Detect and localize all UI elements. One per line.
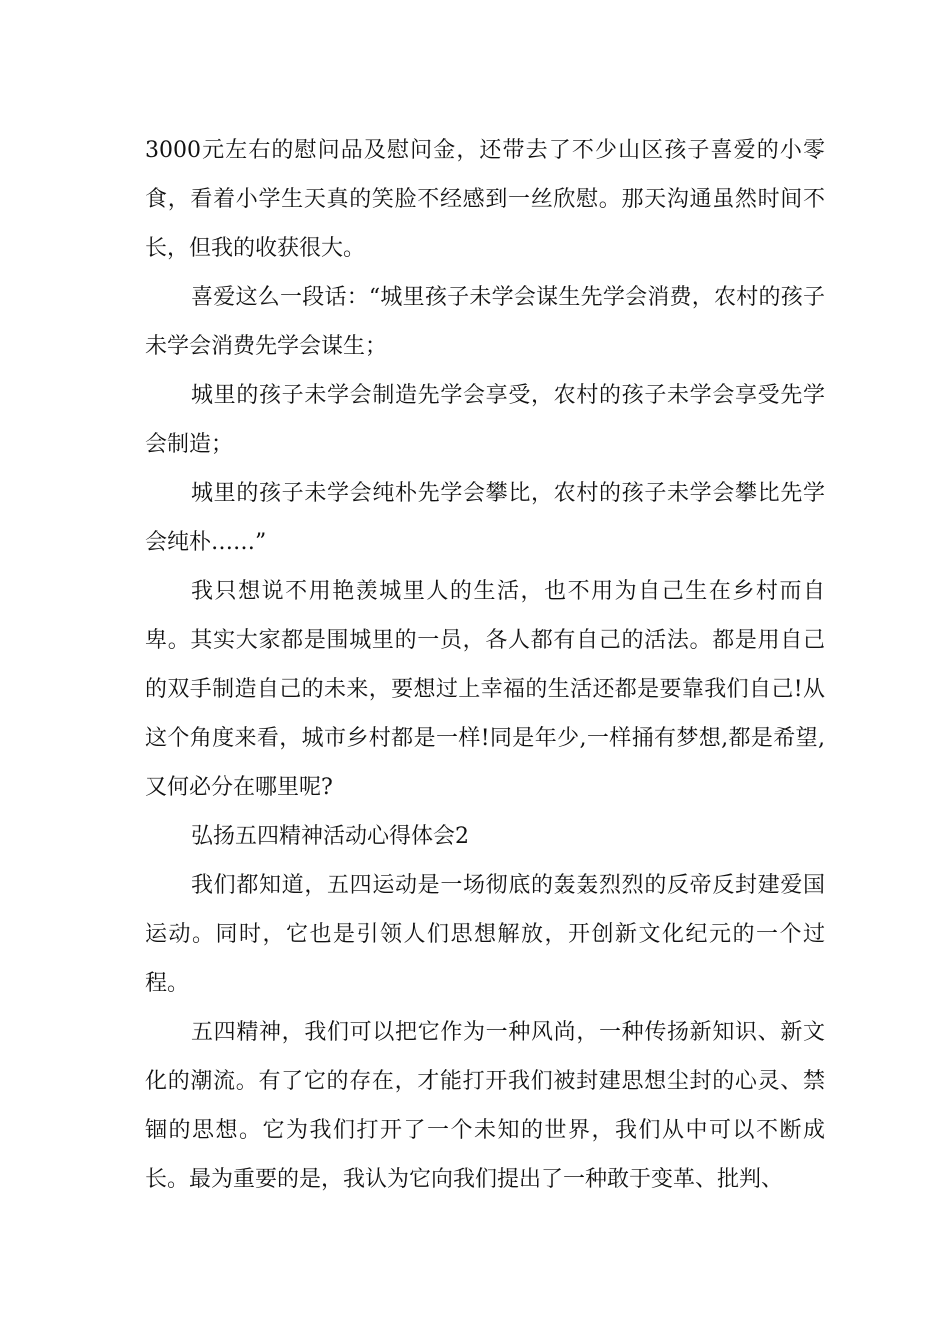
paragraph-may-fourth-spirit: 五四精神，我们可以把它作为一种风尚，一种传扬新知识、新文化的潮流。有了它的存在，才能打开我们被封建思想尘封的心灵、禁锢的思想。它为我们打开了一个未知的世界，我们从中可以不断成长。最为重要的是，我认为它向我们提出了一种敢于变革、批判、 [145, 1020, 825, 1192]
paragraph-quote-line-2: 城里的孩子未学会制造先学会享受，农村的孩子未学会享受先学会制造； [145, 383, 825, 457]
paragraph-reflection: 我只想说不用艳羡城里人的生活，也不用为自己生在乡村而自卑。其实大家都是围城里的一员，各人都有自己的活法。都是用自己的双手制造自己的未来，要想过上幸福的生活还都是要靠我们自己!从这个角度来看，城市乡村都是一样!同是年少,一样捅有梦想,都是希望,又何必分在哪里呢? [145, 579, 825, 800]
paragraph-continuation: 3000元左右的慰问品及慰问金，还带去了不少山区孩子喜爱的小零食，看着小学生天真的笑脸不经感到一丝欣慰。那天沟通虽然时间不长，但我的收获很大。 [145, 138, 825, 261]
paragraph-quote-intro: 喜爱这么一段话：“城里孩子未学会谋生先学会消费，农村的孩子未学会消费先学会谋生； [145, 285, 825, 359]
section-heading: 弘扬五四精神活动心得体会2 [191, 824, 469, 849]
paragraph-quote-line-3: 城里的孩子未学会纯朴先学会攀比，农村的孩子未学会攀比先学会纯朴……” [145, 481, 825, 555]
paragraph-may-fourth-intro: 我们都知道，五四运动是一场彻底的轰轰烈烈的反帝反封建爱国运动。同时，它也是引领人们思想解放，开创新文化纪元的一个过程。 [145, 873, 825, 996]
document-body [145, 126, 825, 1204]
